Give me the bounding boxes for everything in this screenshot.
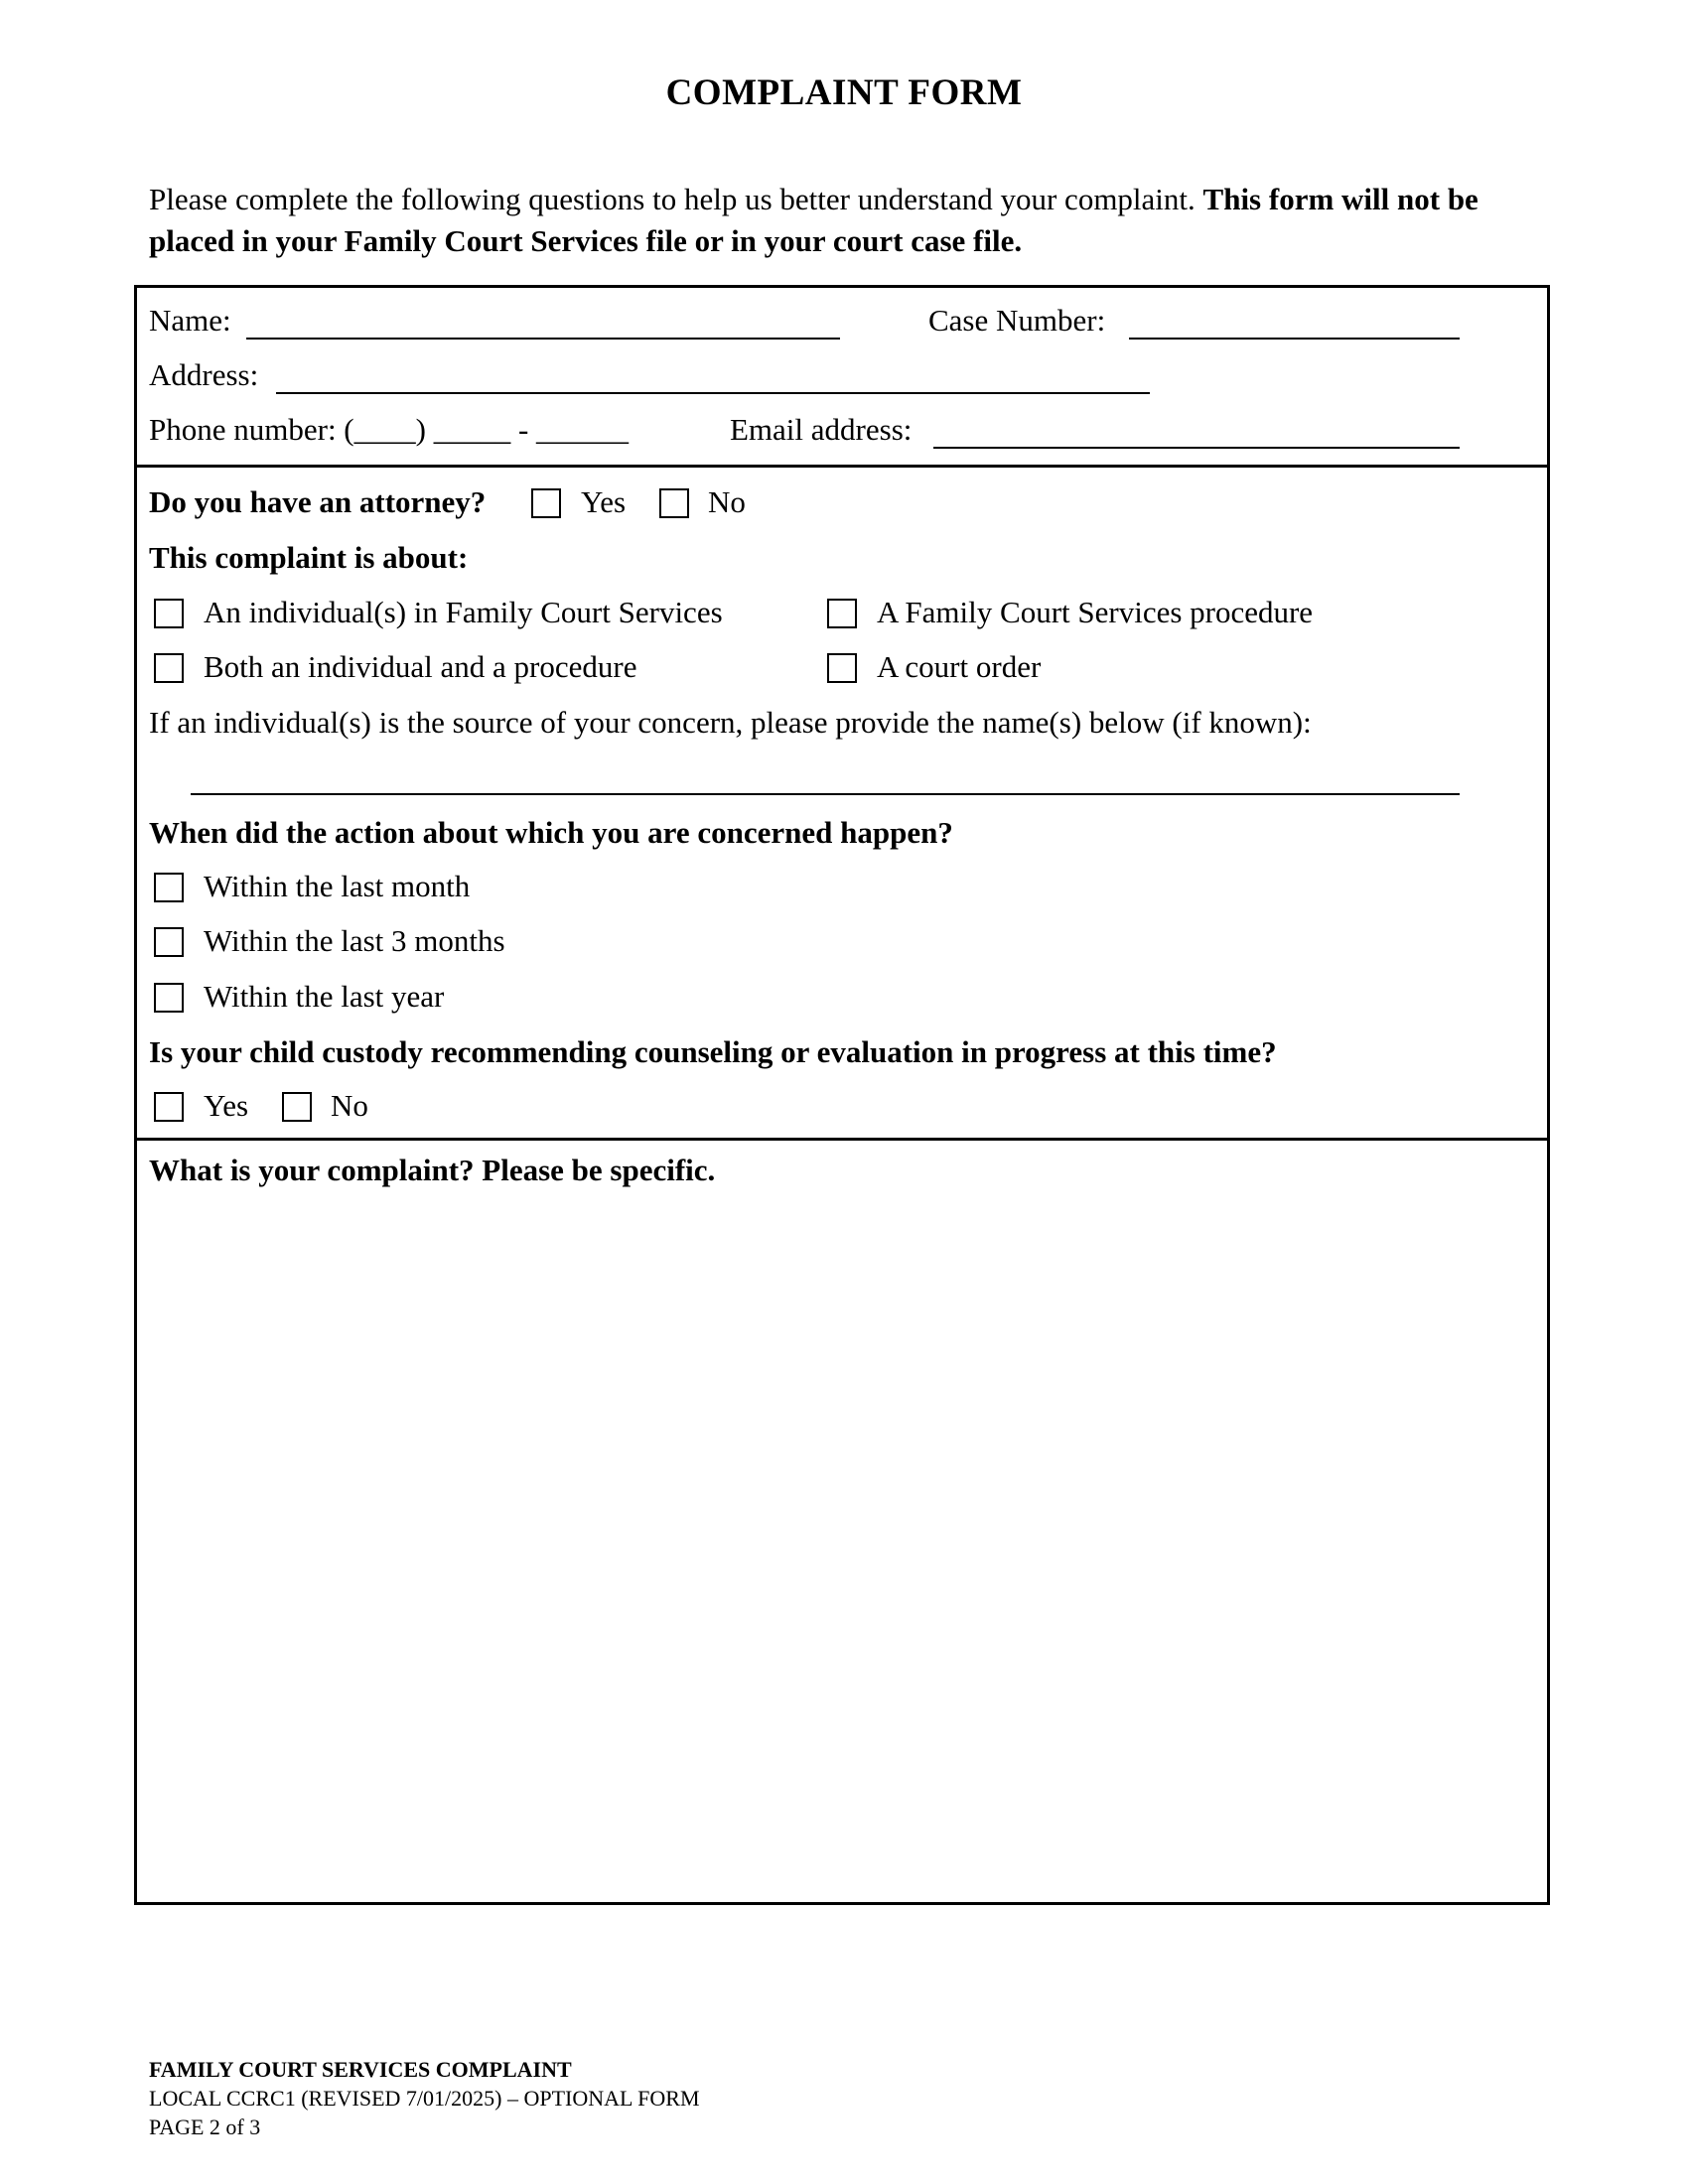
when-year-checkbox[interactable] <box>154 983 184 1013</box>
about-individual-label: An individual(s) in Family Court Services <box>204 595 723 629</box>
footer-form-name: FAMILY COURT SERVICES COMPLAINT <box>149 2057 572 2082</box>
custody-yes-checkbox[interactable] <box>154 1092 184 1122</box>
section-divider <box>134 465 1550 468</box>
email-label: Email address: <box>730 412 913 447</box>
case-number-field[interactable] <box>1129 338 1460 340</box>
attorney-no-label: No <box>708 484 746 519</box>
footer <box>149 2055 700 2141</box>
about-both-checkbox[interactable] <box>154 653 184 683</box>
individual-prompt: If an individual(s) is the source of your concern, please provide the name(s) below (if known): <box>149 705 1312 740</box>
individual-names-field[interactable] <box>191 793 1460 795</box>
email-field[interactable] <box>933 447 1460 449</box>
about-procedure-label: A Family Court Services procedure <box>877 595 1314 629</box>
custody-no-checkbox[interactable] <box>282 1092 312 1122</box>
address-field[interactable] <box>276 392 1150 394</box>
intro-text: Please complete the following questions to help us better understand your complaint. <box>149 182 1203 216</box>
page-title: COMPLAINT FORM <box>665 72 1023 113</box>
name-label: Name: <box>149 303 231 338</box>
name-field[interactable] <box>246 338 840 340</box>
about-court-order-label: A court order <box>877 649 1042 684</box>
custody-yes-label: Yes <box>204 1088 249 1123</box>
complaint-heading: What is your complaint? Please be specific. <box>149 1153 716 1187</box>
when-year-label: Within the last year <box>204 979 445 1014</box>
when-question: When did the action about which you are concerned happen? <box>149 815 953 850</box>
footer-form-id: LOCAL CCRC1 (REVISED 7/01/2025) – OPTIONAL FORM <box>149 2086 700 2111</box>
about-both-label: Both an individual and a procedure <box>204 649 637 684</box>
attorney-no-checkbox[interactable] <box>659 488 689 518</box>
intro-bold-text: This form will not be placed in your Family Court Services file or in your court case file. <box>149 182 1478 258</box>
intro-paragraph <box>149 179 1549 262</box>
when-month-checkbox[interactable] <box>154 873 184 902</box>
attorney-yes-checkbox[interactable] <box>531 488 561 518</box>
attorney-question: Do you have an attorney? <box>149 484 487 519</box>
address-label: Address: <box>149 357 259 392</box>
when-3-months-label: Within the last 3 months <box>204 923 505 958</box>
about-procedure-checkbox[interactable] <box>827 599 857 628</box>
about-heading: This complaint is about: <box>149 540 469 575</box>
attorney-yes-label: Yes <box>581 484 627 519</box>
case-number-label: Case Number: <box>928 303 1106 338</box>
section-divider <box>134 1138 1550 1141</box>
custody-no-label: No <box>331 1088 368 1123</box>
footer-page-number: PAGE 2 of 3 <box>149 2115 261 2139</box>
about-individual-checkbox[interactable] <box>154 599 184 628</box>
when-month-label: Within the last month <box>204 869 471 903</box>
phone-field[interactable]: Phone number: (____) _____ - ______ <box>149 412 630 447</box>
custody-question: Is your child custody recommending counseling or evaluation in progress at this time? <box>149 1034 1277 1069</box>
about-court-order-checkbox[interactable] <box>827 653 857 683</box>
complaint-text-area[interactable] <box>149 1196 1535 1891</box>
when-3-months-checkbox[interactable] <box>154 927 184 957</box>
